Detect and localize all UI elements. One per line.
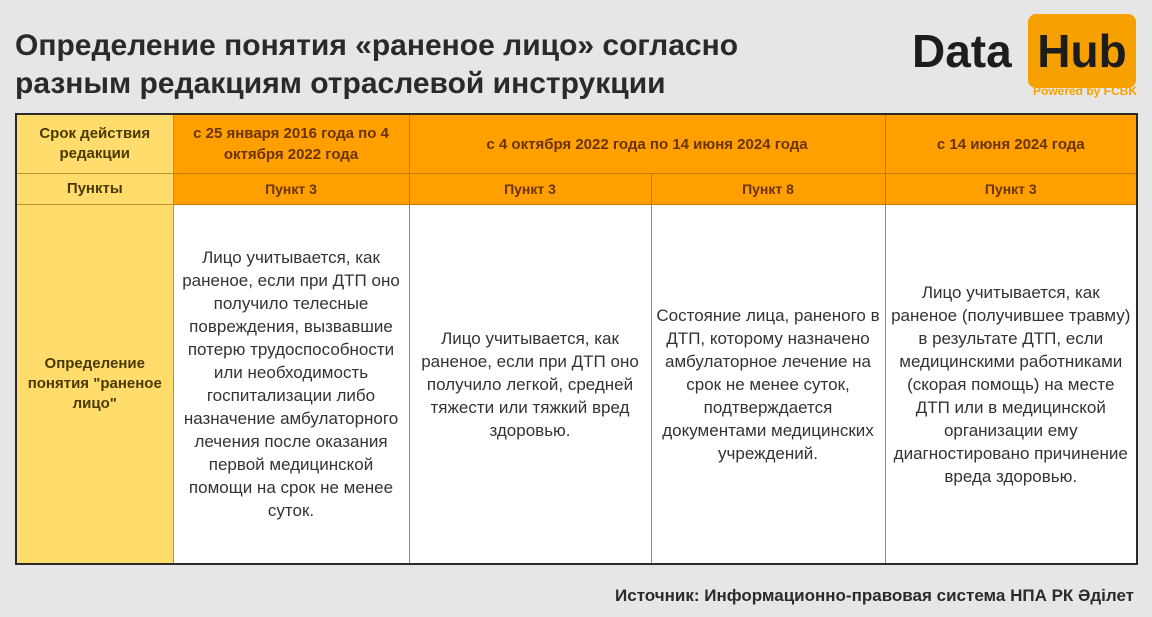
title-line-1: Определение понятия «раненое лицо» согласно xyxy=(15,29,739,62)
row-label-period: Срок действия редакции xyxy=(16,114,173,174)
comparison-table xyxy=(15,113,1138,565)
point-cell-2: Пункт 3 xyxy=(409,174,651,205)
title-line-2: разным редакциям отраслевой инструкции xyxy=(15,67,666,100)
definition-cell-4: Лицо учитывается, как раненое (получившее травму) в результате ДТП, если медицинскими работниками (скорая помощь) на месте ДТП или в медицинской организации ему диагностировано причинение вреда здоровью. xyxy=(885,205,1137,565)
table-row-definitions xyxy=(16,205,1137,565)
datahub-logo xyxy=(912,12,1137,100)
point-cell-4: Пункт 3 xyxy=(885,174,1137,205)
point-cell-1: Пункт 3 xyxy=(173,174,409,205)
period-header-1: с 25 января 2016 года по 4 октября 2022 года xyxy=(173,114,409,174)
table-row-points xyxy=(16,174,1137,205)
logo-powered-by: Powered by FCBK xyxy=(1032,84,1137,98)
logo-data-text: Data xyxy=(912,25,1012,77)
definition-cell-2: Лицо учитывается, как раненое, если при ДТП оно получило легкой, средней тяжести или тяжкий вред здоровью. xyxy=(409,205,651,565)
definition-cell-3: Состояние лица, раненого в ДТП, которому назначено амбулаторное лечение на срок не менее суток, подтверждается документами медицинских учреждений. xyxy=(651,205,885,565)
page-title xyxy=(15,27,835,103)
row-label-points: Пункты xyxy=(16,174,173,205)
source-note: Источник: Информационно-правовая система НПА РК Әділет xyxy=(615,586,1134,605)
row-label-definition: Определение понятия "раненое лицо" xyxy=(16,205,173,565)
period-header-2: с 4 октября 2022 года по 14 июня 2024 года xyxy=(409,114,885,174)
logo-hub-badge: Hub xyxy=(1028,14,1136,88)
period-header-3: с 14 июня 2024 года xyxy=(885,114,1137,174)
table-row-periods xyxy=(16,114,1137,174)
definition-cell-1: Лицо учитывается, как раненое, если при ДТП оно получило телесные повреждения, вызвавшие потерю трудоспособности или необходимость госпитализации либо назначение амбулаторного лечения после оказания первой медицинской помощи на срок не менее суток. xyxy=(173,205,409,565)
point-cell-3: Пункт 8 xyxy=(651,174,885,205)
